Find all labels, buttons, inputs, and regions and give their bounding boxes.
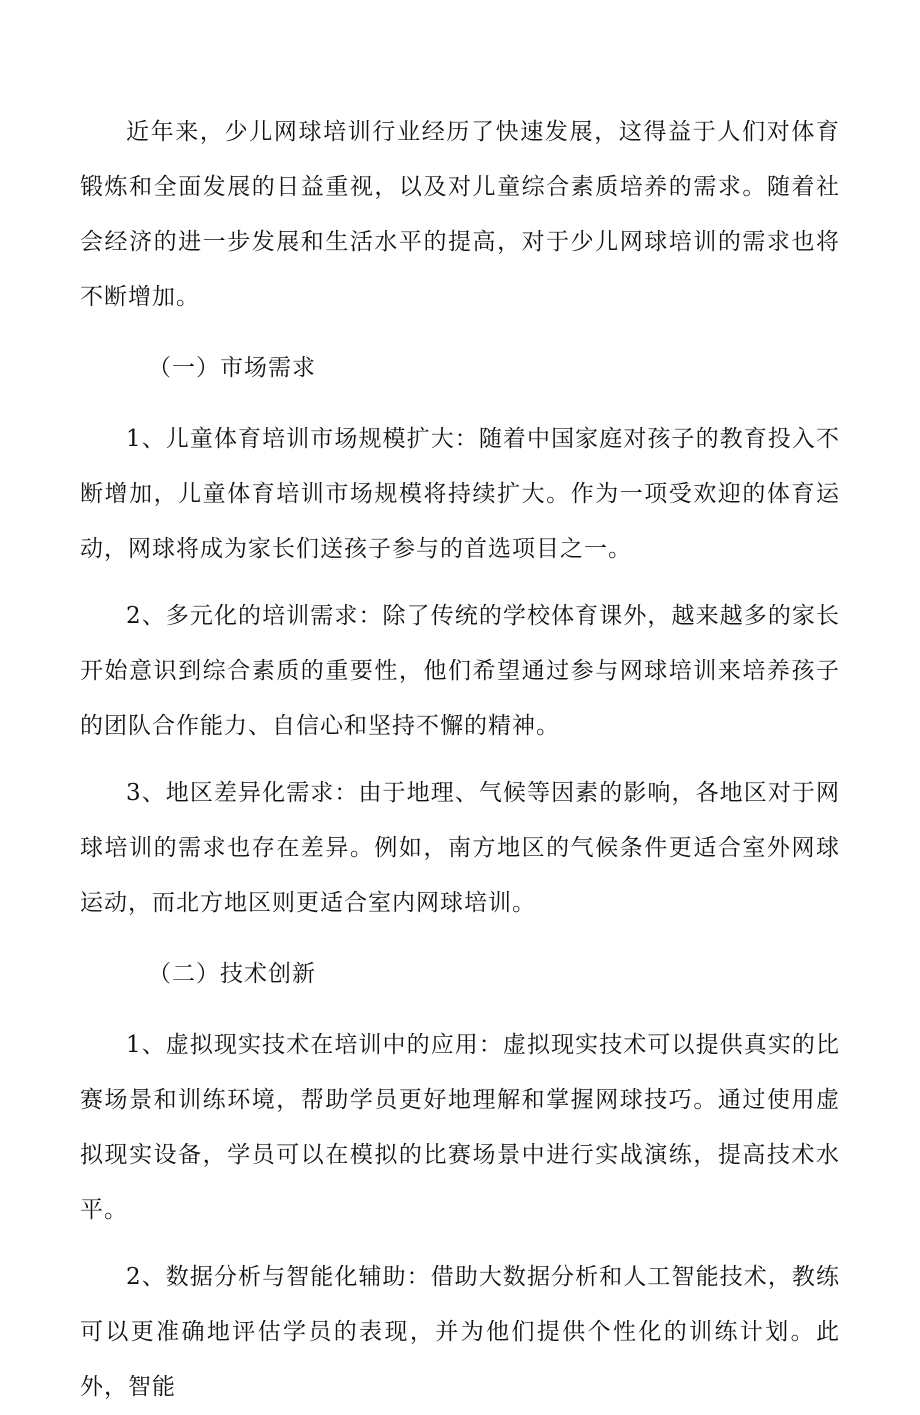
market-demand-item-2: 2、多元化的培训需求：除了传统的学校体育课外，越来越多的家长开始意识到综合素质的重要性，他们希望通过参与网球培训来培养孩子的团队合作能力、自信心和坚持不懈的精神。 (80, 603, 840, 739)
market-demand-item-1: 1、儿童体育培训市场规模扩大：随着中国家庭对孩子的教育投入不断增加，儿童体育培训市场规模将持续扩大。作为一项受欢迎的体育运动，网球将成为家长们送孩子参与的首选项目之一。 (80, 426, 840, 562)
intro-paragraph: 近年来，少儿网球培训行业经历了快速发展，这得益于人们对体育锻炼和全面发展的日益重视，以及对儿童综合素质培养的需求。随着社会经济的进一步发展和生活水平的提高，对于少儿网球培训的需求也将不断增加。 (80, 119, 840, 310)
section-heading-tech-innovation: （二）技术创新 (148, 961, 316, 987)
document-body (80, 105, 840, 1415)
tech-innovation-item-1: 1、虚拟现实技术在培训中的应用：虚拟现实技术可以提供真实的比赛场景和训练环境，帮助学员更好地理解和掌握网球技巧。通过使用虚拟现实设备，学员可以在模拟的比赛场景中进行实战演练，提高技术水平。 (80, 1032, 840, 1223)
section-heading-market-demand: （一）市场需求 (148, 355, 316, 381)
market-demand-item-3: 3、地区差异化需求：由于地理、气候等因素的影响，各地区对于网球培训的需求也存在差异。例如，南方地区的气候条件更适合室外网球运动，而北方地区则更适合室内网球培训。 (80, 780, 840, 916)
tech-innovation-item-2: 2、数据分析与智能化辅助：借助大数据分析和人工智能技术，教练可以更准确地评估学员的表现，并为他们提供个性化的训练计划。此外，智能 (80, 1264, 840, 1400)
